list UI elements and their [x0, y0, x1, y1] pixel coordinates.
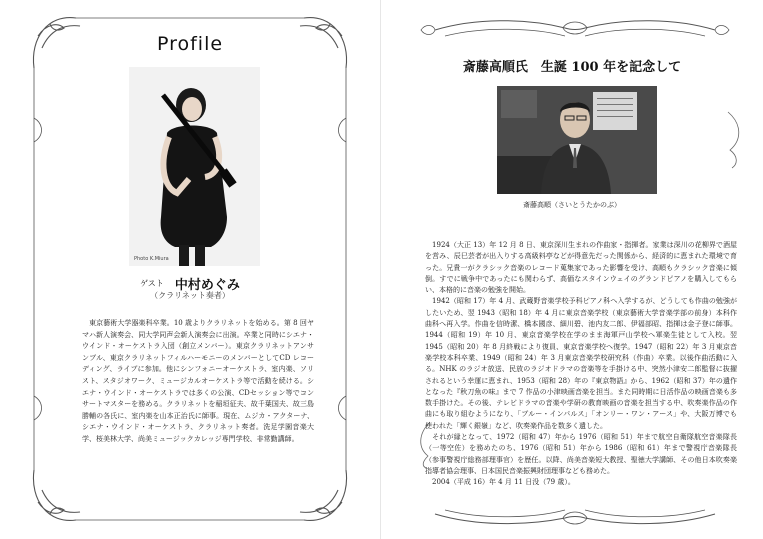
bio-paragraph: 1942（昭和 17）年 4 月、武蔵野音楽学校予科ピアノ科へ入学するが、どうしても作曲の勉強がしたいため、翌 1943（昭和 18）年 4 月に東京音楽学校（東京藝術大学音楽学部の前身）本科作曲科へ再入学。作曲を信時潔、橋本國彦、細川碧、池内友二郎、伊福部昭、指揮は金子登に師事。1944（昭和 19）年 10 月、東京音楽学校在学のまま海軍戸山学校へ軍楽生徒として入校。翌 1945（昭和 20）年 8 月終戦により復員、東京音楽学校へ復学。1947（昭和 22）年 3 月東京音楽学校本科卒業、1949（昭和 24）年 3 月東京音楽学校研究科（作曲）卒業。以後作曲活動に入る。NHK のラジオ放送、民放のラジオドラマの音楽等を手掛ける中、突然小津安二郎監督に抜擢されるという幸運に恵まれ、1953（昭和 28）年の『東京物語』から、1962（昭和 37）年の遺作となった『秋刀魚の味』まで 7 作品の小津映画音楽を担当。また同時期に日活作品の映画音楽も多数手掛けた。その後、テレビドラマの音楽や学研の教育映画の音楽を担当する中、吹奏楽作品の作曲にも取り組むようになり、「ブルー・インパルス」「オンリー・ワン・アース」や、大阪万博でも使われた「輝く銀嶺」など、吹奏楽作品を数多く遺した。	[425, 297, 737, 430]
bio-paragraph: 1924（大正 13）年 12 月 8 日、東京深川生まれの作曲家・指揮者。家業は深川の花柳界で酒屋を営み、辰巳芸者が出入りする高級料亭などが得意先だった関係から、経済的に恵まれた環境で育った。兄貴一がクラシック音楽のレコード蒐集家であった影響を受け、高順もクラシック音楽に傾倒。すでに戦争中であったにも関わらず、高価なスタインウェイのグランドピアノを購入してもらい、本格的に音楽の勉強を開始。	[425, 241, 737, 295]
bio-paragraph: それが縁となって、1972（昭和 47）年から 1976（昭和 51）年まで航空自衛隊航空音楽隊長（一等空佐）を務めたのち、1976（昭和 51）年から 1986（昭和 61）年まで警視庁音楽隊長（参事警視庁総務部理事官）を歴任。以降、尚美音楽短大教授、聖徳大学講師、その他日本吹奏楽指導者協会理事、日本国民音楽振興財団理事なども務めた。	[425, 433, 737, 475]
bottom-ornament	[415, 502, 735, 532]
guest-name: 中村めぐみ	[174, 278, 240, 293]
profile-title: Profile	[156, 33, 224, 55]
top-ornament	[415, 14, 735, 46]
photo-credit: Photo K.Miura	[134, 256, 169, 262]
guest-label: ゲスト	[140, 279, 164, 288]
composer-photo	[497, 86, 657, 194]
composer-caption: 斎藤高順（さいとうたかのぶ）	[523, 201, 621, 209]
clarinetist-photo	[129, 67, 260, 266]
bio-paragraph: 2004（平成 16）年 4 月 11 日没（79 歳）。	[425, 478, 575, 487]
guest-role: （クラリネット奏者）	[150, 291, 230, 300]
guest-biography: 東京藝術大学器楽科卒業。10 歳よりクラリネットを始める。第 8 回ヤマハ新人演奏会、同大学同声会新人演奏会に出演。卒業と同時にシエナ・ウインド・オーケストラ入団（創立メンバー）。東京クラリネットアンサンブル、東京クラリネットフィルハーモニーのメンバーとしてCD レコーディング、ライブに参加。他にシンフォニーオーケストラ、室内楽、ソリスト、スタジオワーク、ミュージカルオーケストラ等で活動を続ける。シエナ・ウインド・オーケストラでは多くの公演、CDセッション等でコンサートマスターを務める。クラリネットを稲垣征夫、故千葉国夫、故三島勝輔の各氏に、室内楽を山本正治氏に師事。現在、ムジカ・アクターナ、シエナ・ウインド・オーケストラ、クラリネット奏者。洗足学園音楽大学、桜美林大学、尚美ミュージックカレッジ専門学校、非常勤講師。	[82, 319, 314, 443]
composer-biography	[425, 240, 737, 489]
commemoration-title: 斎藤高順氏 生誕 100 年を記念して	[462, 60, 682, 75]
right-side-ornament	[724, 110, 746, 170]
